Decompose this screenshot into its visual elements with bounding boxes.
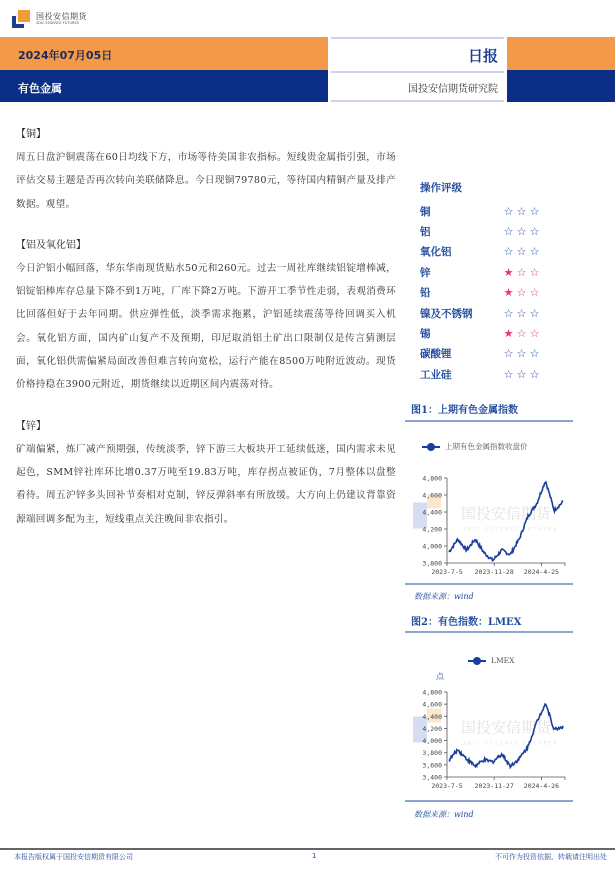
svg-text:4,200: 4,200	[422, 724, 442, 733]
header-band-blue-right	[507, 70, 615, 102]
svg-text:3,600: 3,600	[422, 761, 442, 770]
svg-text:3,800: 3,800	[422, 559, 442, 568]
star-outline-icon: ☆	[516, 347, 527, 361]
legend-label: LMEX	[491, 656, 515, 665]
svg-text:2024-4-26: 2024-4-26	[523, 782, 560, 790]
star-outline-icon: ☆	[503, 204, 514, 218]
star-outline-icon: ☆	[516, 367, 527, 381]
rating-stars	[502, 266, 541, 279]
rating-stars	[502, 368, 541, 381]
svg-text:4,600: 4,600	[422, 491, 442, 500]
footer-rule	[0, 848, 615, 850]
section-aluminum	[16, 236, 396, 397]
rating-row	[420, 262, 600, 282]
rating-row	[420, 221, 600, 241]
svg-text:2023-11-27: 2023-11-27	[474, 782, 514, 790]
svg-text:4,800: 4,800	[422, 474, 442, 483]
legend-line-marker-icon	[468, 660, 486, 662]
star-outline-icon: ☆	[503, 347, 514, 361]
section-copper	[16, 125, 396, 216]
rating-stars	[502, 327, 541, 340]
rating-stars	[502, 225, 541, 238]
section-body: 今日沪铝小幅回落，华东华南现货贴水50元和260元。过去一周社库继续铝锭增棒减，铝锭铝棒库存总量下降不到1万吨，厂库下降2万吨。下游开工季节性走弱，表观消费环比回落但好于去年同期。供应弹性低，淡季需求拖累，沪铝延续震荡等待回调买入机会。氧化铝方面，国内矿山复产不及预期，印尼取消铝土矿出口限制仅是传言猜测层面，氧化铝供需偏紧局面改善但难言转向宽松，运行产能在8500万吨附近波动。现货价格持稳在3900元附近，期货继续以近期区间内震荡对待。	[16, 262, 396, 391]
svg-text:2024-4-25: 2024-4-25	[523, 568, 560, 576]
svg-text:4,000: 4,000	[422, 737, 442, 746]
rating-row	[420, 364, 600, 384]
rating-stars	[502, 205, 541, 218]
company-logo	[12, 10, 87, 28]
rating-row	[420, 303, 600, 323]
figure-2-title: 图2：有色指数：LMEX	[411, 617, 522, 628]
star-outline-icon: ☆	[516, 204, 527, 218]
rating-stars	[502, 347, 541, 360]
section-zinc	[16, 417, 396, 531]
rating-commodity: 锌	[420, 266, 431, 279]
watermark: 国投安信期货	[461, 504, 552, 523]
rating-commodity: 碳酸锂	[420, 348, 452, 361]
figure-1-rule	[405, 420, 573, 422]
section-title: 【铜】	[16, 129, 46, 140]
star-outline-icon: ☆	[529, 204, 540, 218]
rating-commodity: 铅	[420, 287, 431, 300]
svg-text:4,400: 4,400	[422, 712, 442, 721]
star-filled-icon: ★	[503, 265, 514, 279]
section-body: 矿端偏紧，炼厂减产预期强，传统淡季，锌下游三大板块开工延续低迷，国内需求未见起色，SMM锌社库环比增0.37万吨至19.83万吨，库存拐点被证伪，7月整体以盘整看待。周五沪锌多头回补节奏相对克制，锌反弹斜率有所放缓。大方向上仍建议背靠资源端回调多配为主，短线重点关注晚间非农指引。	[16, 443, 396, 525]
star-outline-icon: ☆	[529, 306, 540, 320]
legend-line-marker-icon	[422, 446, 440, 448]
rating-commodity: 工业硅	[420, 368, 452, 381]
svg-text:2023-7-5: 2023-7-5	[431, 568, 463, 576]
logo-name-cn: 国投安信期货	[36, 11, 87, 21]
footer-disclaimer: 不可作为投资依据，转载请注明出处	[495, 853, 607, 861]
star-outline-icon: ☆	[529, 347, 540, 361]
figure-1-legend	[422, 441, 528, 452]
rating-commodity: 氧化铝	[420, 246, 452, 259]
rating-commodity: 镍及不锈钢	[420, 307, 473, 320]
rating-row	[420, 283, 600, 303]
report-title-box	[331, 37, 504, 102]
rating-commodity: 铝	[420, 226, 431, 239]
star-outline-icon: ☆	[529, 265, 540, 279]
star-outline-icon: ☆	[503, 225, 514, 239]
divider	[331, 37, 504, 39]
legend-label: 上期有色金属指数收盘价	[445, 442, 528, 451]
figure-2-legend	[468, 656, 514, 665]
svg-text:4,000: 4,000	[422, 542, 442, 551]
figure-2-unit: 点	[436, 672, 444, 681]
svg-text:4,400: 4,400	[422, 508, 442, 517]
header-band-orange-right	[507, 37, 615, 70]
rating-commodity: 锡	[420, 328, 431, 341]
report-date: 2024年07月05日	[18, 49, 113, 62]
rating-stars	[502, 245, 541, 258]
svg-text:4,200: 4,200	[422, 525, 442, 534]
section-title: 【铝及氧化铝】	[16, 239, 86, 251]
star-outline-icon: ☆	[529, 367, 540, 381]
star-outline-icon: ☆	[516, 286, 527, 300]
figure-2-rule	[405, 631, 573, 633]
divider	[331, 71, 504, 73]
logo-mark-icon	[12, 10, 30, 28]
star-outline-icon: ☆	[503, 245, 514, 259]
svg-text:3,400: 3,400	[422, 773, 442, 782]
figure-1-title: 图1：上期有色金属指数	[411, 405, 518, 416]
star-outline-icon: ☆	[516, 245, 527, 259]
rating-stars	[502, 307, 541, 320]
star-outline-icon: ☆	[516, 327, 527, 341]
section-title: 【锌】	[16, 420, 46, 432]
star-outline-icon: ☆	[529, 245, 540, 259]
star-filled-icon: ★	[503, 286, 514, 300]
svg-text:SDIC ESSENCE FUTURES: SDIC ESSENCE FUTURES	[463, 527, 559, 533]
svg-text:3,800: 3,800	[422, 749, 442, 758]
report-sector: 有色金属	[18, 82, 62, 95]
figure-1-source: 数据来源：wind	[414, 592, 474, 601]
figure-1-chart	[405, 470, 580, 585]
rating-row	[420, 242, 600, 262]
watermark: 国投安信期货	[461, 718, 552, 737]
star-filled-icon: ★	[503, 327, 514, 341]
star-outline-icon: ☆	[529, 286, 540, 300]
rating-row	[420, 344, 600, 364]
figure-2-source: 数据来源：wind	[414, 810, 474, 819]
star-outline-icon: ☆	[516, 265, 527, 279]
star-outline-icon: ☆	[529, 327, 540, 341]
svg-text:4,800: 4,800	[422, 688, 442, 697]
page-number: 1	[312, 852, 317, 860]
footer-copyright: 本报告版权属于国投安信期货有限公司	[14, 853, 133, 861]
ratings-title: 操作评级	[420, 182, 462, 194]
svg-text:4,600: 4,600	[422, 700, 442, 709]
report-type: 日报	[467, 47, 498, 65]
commentary-column	[16, 125, 396, 551]
star-outline-icon: ☆	[516, 225, 527, 239]
logo-name-en: SDIC ESSENCE FUTURES	[36, 20, 79, 25]
figure-2-bottom-rule	[405, 800, 573, 802]
star-outline-icon: ☆	[503, 306, 514, 320]
figure-2-chart	[405, 684, 580, 799]
svg-text:2023-7-5: 2023-7-5	[431, 782, 463, 790]
svg-text:2023-11-28: 2023-11-28	[474, 568, 514, 576]
figure-1-bottom-rule	[405, 583, 573, 585]
svg-text:SDIC ESSENCE FUTURES: SDIC ESSENCE FUTURES	[463, 741, 559, 747]
rating-row	[420, 201, 600, 221]
star-outline-icon: ☆	[516, 306, 527, 320]
rating-commodity: 铜	[420, 205, 431, 218]
ratings-panel	[420, 180, 600, 385]
star-outline-icon: ☆	[529, 225, 540, 239]
divider	[331, 100, 504, 102]
star-outline-icon: ☆	[503, 367, 514, 381]
institute-name: 国投安信期货研究院	[408, 84, 498, 95]
section-body: 周五日盘沪铜震荡在60日均线下方，市场等待美国非农指标。短线贵金属指引强，市场评估交易主题是否再次转向美联储降息。今日现铜79780元，等待国内精铜产量及排产数据。观望。	[16, 152, 396, 210]
rating-row	[420, 323, 600, 343]
rating-stars	[502, 286, 541, 299]
